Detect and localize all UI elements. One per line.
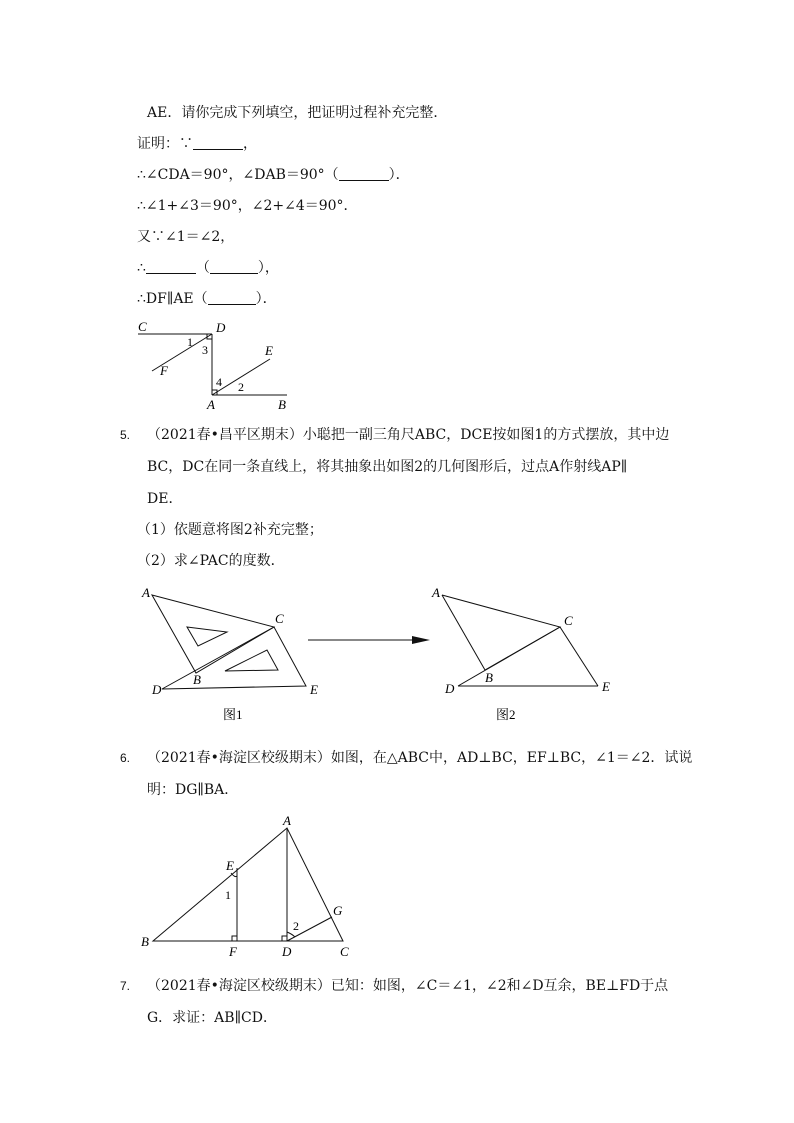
p4-line-2-suffix: ， <box>243 136 257 152</box>
p4-line-6-prefix: ∴ <box>137 260 146 276</box>
q7-line-1: （2021春•海淀区校级期末）已知：如图，∠C＝∠1，∠2和∠D互余，BE⊥FD于点 <box>147 978 669 994</box>
fig2-label-C: C <box>564 613 573 628</box>
fig2-label-A: A <box>432 585 440 600</box>
fig1-triangle-DCE <box>162 627 306 689</box>
fig2-label-E: E <box>602 679 610 694</box>
label-G: G <box>333 903 343 918</box>
triangle-ABC <box>153 828 343 941</box>
angle-label-3: 3 <box>202 343 208 357</box>
answer-blank-1[interactable] <box>193 135 243 150</box>
angle-arc-1 <box>231 873 237 877</box>
fig1-label-E: E <box>310 682 318 697</box>
label-F: F <box>229 944 237 959</box>
p4-line-7 <box>137 290 277 308</box>
label-A: A <box>207 397 215 412</box>
right-angle-F <box>232 936 237 941</box>
q6-figure <box>135 810 360 960</box>
answer-blank-5[interactable] <box>208 290 256 305</box>
q5-line-3: DE． <box>147 491 183 507</box>
p4-figure <box>130 315 300 415</box>
p4-line-6-suffix: ）， <box>257 260 279 276</box>
q6-number: 6. <box>120 751 131 765</box>
angle-label-4: 4 <box>216 375 222 389</box>
angle-label-1: 1 <box>187 335 193 349</box>
q6-line-1: （2021春•海淀区校级期末）如图，在△ABC中，AD⊥BC，EF⊥BC，∠1＝∠2．试说 <box>147 750 693 766</box>
fig2-caption: 图2 <box>496 707 516 722</box>
q5-sub-1: （1）依题意将图2补充完整； <box>137 522 323 538</box>
label-A: A <box>283 813 291 828</box>
fig1-inner-hole-2 <box>225 650 278 671</box>
p4-line-5: 又∵∠1＝∠2， <box>137 229 235 245</box>
label-E: E <box>265 343 273 358</box>
right-angle-D <box>282 936 287 941</box>
q5-line-1: （2021春•昌平区期末）小聪把一副三角尺ABC，DCE按如图1的方式摆放，其中边 <box>147 427 670 443</box>
label-C: C <box>138 319 147 334</box>
p4-line-3-suffix: ）． <box>388 167 410 183</box>
label-C: C <box>340 944 349 959</box>
fig1-label-D: D <box>152 682 162 697</box>
p4-line-4: ∴∠1+∠3＝90°，∠2+∠4＝90°． <box>137 198 358 214</box>
p4-line-6 <box>137 259 279 277</box>
q5-figures <box>140 583 630 728</box>
fig1-label-C: C <box>275 611 284 626</box>
label-D: D <box>216 320 226 335</box>
p4-line-6-mid: （ <box>195 260 210 276</box>
label-B: B <box>278 397 286 412</box>
angle-label-1: 1 <box>225 888 231 902</box>
answer-blank-4[interactable] <box>210 259 258 274</box>
fig2-label-B: B <box>485 670 493 685</box>
fig2-label-D: D <box>445 681 455 696</box>
answer-blank-3[interactable] <box>146 259 196 274</box>
label-F: F <box>160 363 168 378</box>
label-D: D <box>282 944 292 959</box>
p4-line-2 <box>137 135 257 153</box>
fig2-line-AB <box>442 595 485 670</box>
label-B: B <box>141 934 149 949</box>
fig1-label-A: A <box>142 585 150 600</box>
p4-line-1: AE．请你完成下列填空，把证明过程补充完整． <box>147 105 448 121</box>
arrow-head-icon <box>412 636 430 644</box>
angle-label-2: 2 <box>293 919 299 933</box>
q6-line-2: 明：DG∥BA． <box>147 782 239 798</box>
q7-line-2: G．求证：AB∥CD． <box>147 1010 277 1026</box>
fig2-triangle-ABC <box>442 595 560 670</box>
q5-sub-2: （2）求∠PAC的度数． <box>137 553 285 569</box>
fig2-line-DC <box>458 627 560 686</box>
angle-label-2: 2 <box>238 380 244 394</box>
q5-line-2: BC，DC在同一条直线上，将其抽象出如图2的几何图形后，过点A作射线AP∥ <box>147 459 628 475</box>
answer-blank-2[interactable] <box>339 166 389 181</box>
fig1-label-B: B <box>193 672 201 687</box>
q5-number: 5. <box>120 428 131 442</box>
q7-number: 7. <box>120 979 131 993</box>
label-E: E <box>226 858 234 873</box>
fig1-inner-hole-1 <box>187 627 227 646</box>
fig2-line-CE <box>560 627 598 686</box>
p4-line-7-prefix: ∴DF∥AE（ <box>137 291 208 307</box>
p4-line-7-suffix: ）． <box>255 291 277 307</box>
p4-line-2-prefix: 证明：∵ <box>137 136 193 152</box>
p4-line-3-prefix: ∴∠CDA＝90°，∠DAB＝90°（ <box>137 167 339 183</box>
fig1-caption: 图1 <box>223 707 243 722</box>
p4-line-3 <box>137 166 410 184</box>
